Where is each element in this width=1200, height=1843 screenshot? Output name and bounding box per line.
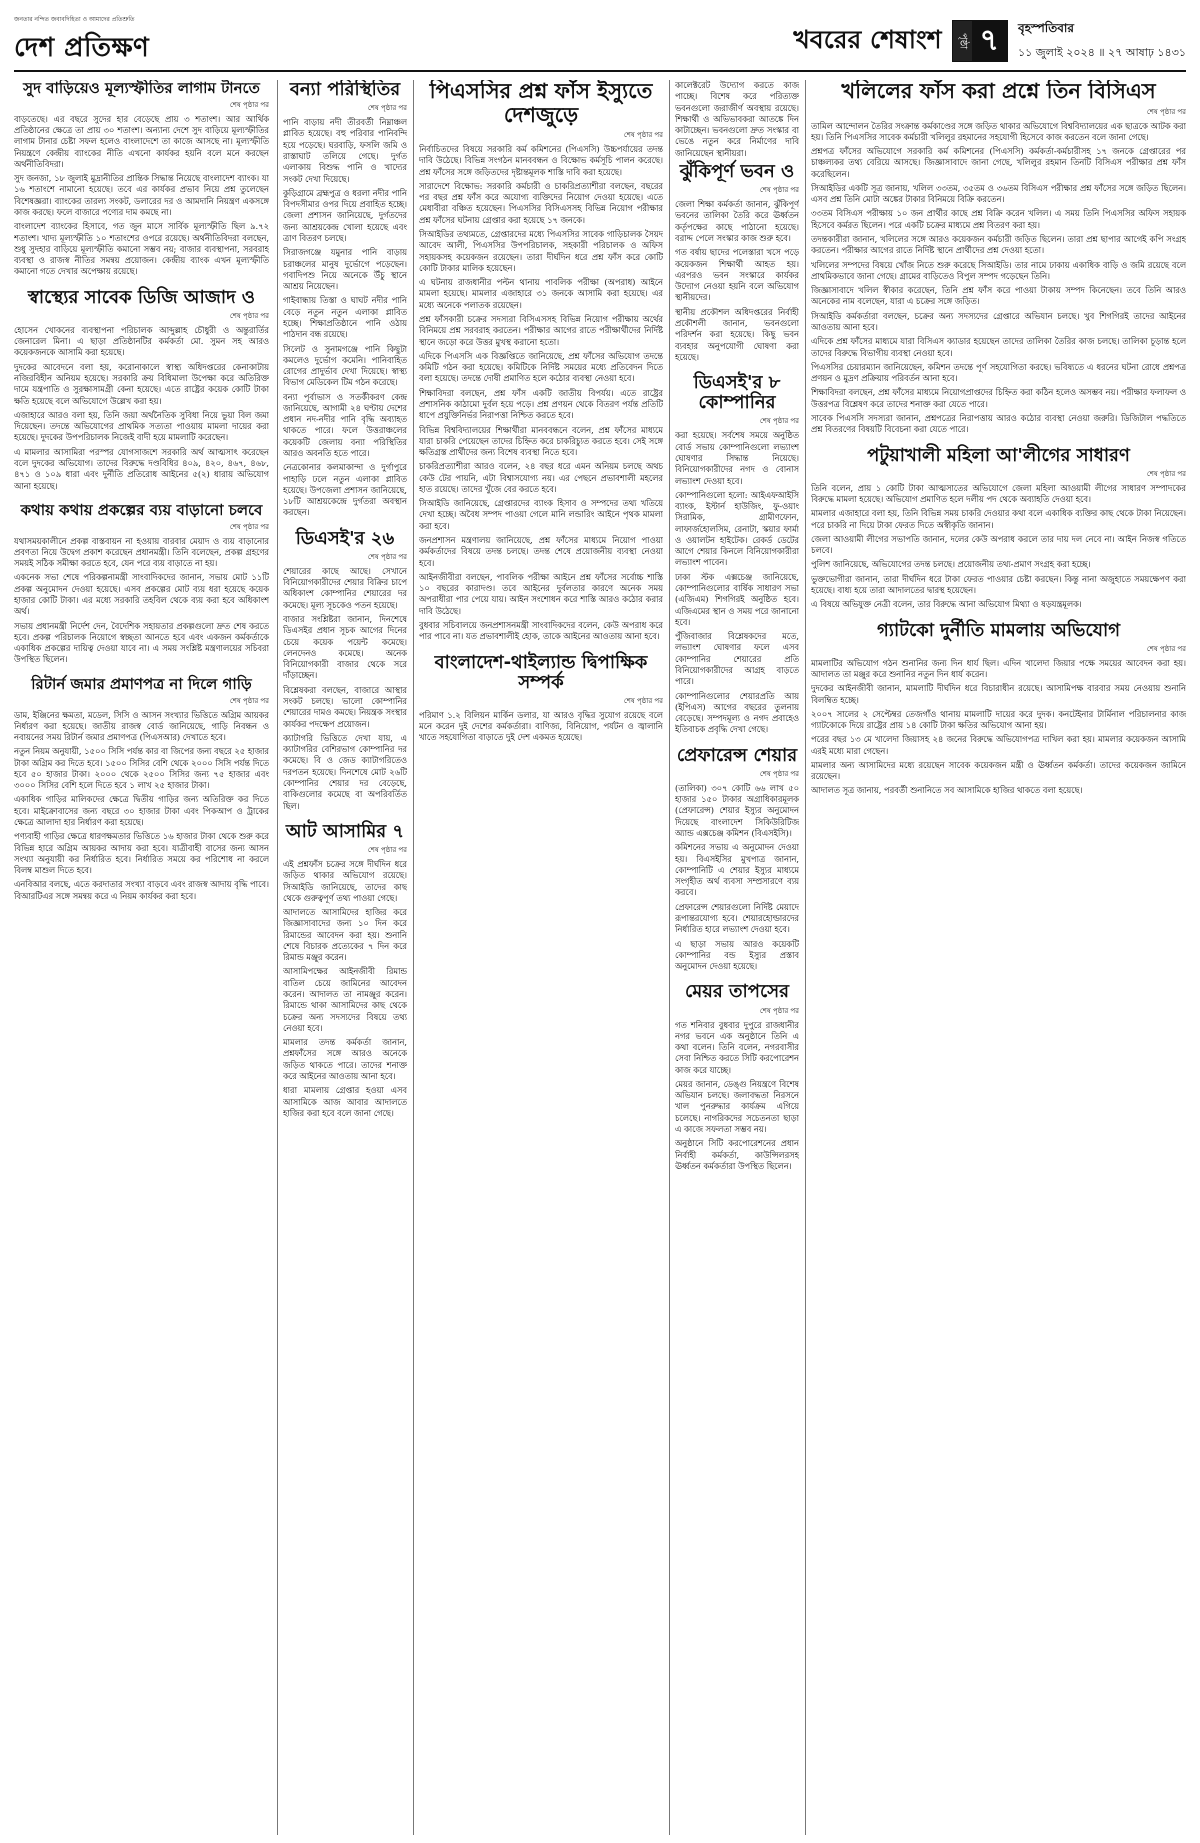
paragraph: বাড়তেছে। এর বছরে সুদের হার বেড়েছে প্রায় ৩ শতাংশ। আর আর্থিক প্রতিষ্ঠানের ক্ষেত্রে তা প্রায় ৩০ শতাংশ। অন্যান্য দেশে সুদ বাড়িয়ে মূল্যস্ফীতির লাগাম টানার চেষ্টা সফল হলেও বাংলাদেশে তা কাজে আসছে না। মূল্যস্ফীতি নিয়ন্ত্রণে কেন্দ্রীয় ব্যাংকের নীতি এখনো কার্যকর হয়নি বলে মনে করছেন অর্থনীতিবিদরা।: [14, 113, 269, 169]
article-swasthya: [14, 288, 269, 492]
newspaper-logo: দেশ প্রতিক্ষণ: [14, 33, 150, 63]
paragraph: একনেক সভা শেষে পরিকল্পনামন্ত্রী সাংবাদিকদের জানান, সভায় মোট ১১টি প্রকল্প অনুমোদন দেওয়া হয়েছে। এসব প্রকল্পের মোট ব্যয় ধরা হয়েছে কয়েক হাজার কোটি টাকা। এর মধ্যে সরকারি তহবিল থেকে ব্যয় করা হবে অধিকাংশ অর্থ।: [14, 572, 269, 617]
headline: স্বাস্থ্যের সাবেক ডিজি আজাদ ও: [27, 286, 256, 308]
paragraph: পরের বছর ১৩ মে খালেদা জিয়াসহ ২৪ জনের বিরুদ্ধে অভিযোগপত্র দাখিল করা হয়। মামলার কয়েকজন আসামি এরই মধ্যে মারা গেছেন।: [811, 734, 1186, 756]
article-prokolpo: [14, 502, 269, 666]
paragraph: চাকরিপ্রত্যাশীরা আরও বলেন, ২৪ বছর ধরে এমন অনিয়ম চলছে অথচ কেউ টের পায়নি, এটা বিশ্বাসযোগ্য নয়। এর পেছনে প্রভাবশালী মহলের হাত রয়েছে। তাদের খুঁজে বের করতে হবে।: [419, 461, 663, 494]
headline: কথায় কথায় প্রকল্পের ব্যয় বাড়ানো চলবে: [20, 500, 263, 519]
issue-date-block: [1018, 20, 1186, 63]
paragraph: সভায় প্রধানমন্ত্রী নির্দেশ দেন, বৈদেশিক সহায়তার প্রকল্পগুলো দ্রুত শেষ করতে হবে। প্রকল্প পরিচালক নিয়োগে স্বচ্ছতা আনতে হবে এবং একজন কর্মকর্তাকে একাধিক প্রকল্পের দায়িত্ব দেওয়া যাবে না। এ সময় সংশ্লিষ্ট মন্ত্রণালয়ের সচিবরা উপস্থিত ছিলেন।: [14, 620, 269, 665]
headline: পটুয়াখালী মহিলা আ'লীগের সাধারণ: [867, 444, 1130, 466]
paragraph: মামলার এজাহারে বলা হয়, তিনি বিভিন্ন সময় চাকরি দেওয়ার কথা বলে একাধিক ব্যক্তির কাছ থেকে টাকা নিয়েছেন। পরে চাকরি না দিয়ে টাকা ফেরত দিতে অস্বীকৃতি জানান।: [811, 508, 1186, 530]
paragraph: সাবেক পিএসসি সদস্যরা জানান, প্রশ্নপত্রের নিরাপত্তায় আরও কঠোর ব্যবস্থা নেওয়া জরুরি। ডিজিটাল পদ্ধতিতে প্রশ্ন বিতরণের বিষয়টি বিবেচনা করা যেতে পারে।: [811, 412, 1186, 435]
headline: প্রেফারেন্স শেয়ার: [676, 744, 798, 766]
headline: রিটার্ন জমার প্রমাণপত্র না দিলে গাড়ি: [31, 674, 252, 693]
masthead: [14, 14, 1186, 66]
paragraph: ২০০৭ সালের ২ সেপ্টেম্বর তেজগাঁও থানায় মামলাটি দায়ের করে দুদক। কনটেইনার টার্মিনাল পরিচালনার কাজ গ্যাটকোকে দিয়ে রাষ্ট্রের প্রায় ১৪ কোটি টাকা ক্ষতির অভিযোগ আনা হয়।: [811, 708, 1186, 731]
paragraph: দুদকের আইনজীবী জানান, মামলাটি দীর্ঘদিন ধরে বিচারাধীন রয়েছে। আসামিপক্ষ বারবার সময় নেওয়ায় শুনানি বিলম্বিত হচ্ছে।: [811, 683, 1186, 705]
paragraph: গত শনিবার বুধবার দুপুরে রাজধানীর নগর ভবনে এক অনুষ্ঠানে তিনি এ কথা বলেন। তিনি বলেন, নগরবাসীর সেবা নিশ্চিত করতে সিটি করপোরেশন কাজ করে যাচ্ছে।: [675, 1019, 799, 1075]
paragraph: পণ্যবাহী গাড়ির ক্ষেত্রে ধারণক্ষমতার ভিত্তিতে ১৬ হাজার টাকা থেকে শুরু করে বিভিন্ন হারে অগ্রিম আয়কর আদায় করা হবে। যাত্রীবাহী বাসের জন্য আসন সংখ্যা অনুযায়ী কর নির্ধারিত হবে। নির্ধারিত সময়ে কর পরিশোধ না করলে বিলম্ব মাশুল দিতে হবে।: [14, 831, 269, 876]
paragraph: এ ছাড়া সভায় আরও কয়েকটি কোম্পানির বন্ড ইস্যুর প্রস্তাব অনুমোদন দেওয়া হয়েছে।: [675, 938, 799, 972]
article-bcs3: [811, 80, 1186, 436]
paragraph: পরিমাণ ১.২ বিলিয়ন মার্কিন ডলার, যা আরও বৃদ্ধির সুযোগ রয়েছে বলে মনে করেন দুই দেশের কর্মকর্তারা। বাণিজ্য, বিনিয়োগ, পর্যটন ও জ্বালানি খাতে সহযোগিতা বাড়াতে দুই দেশ একমত হয়েছে।: [419, 709, 663, 743]
paragraph: মামলার তদন্ত কর্মকর্তা জানান, প্রশ্নফাঁসের সঙ্গে আরও অনেকে জড়িত থাকতে পারে। তাদের শনাক্ত করে আইনের আওতায় আনা হবে।: [283, 1037, 407, 1081]
article-preference: [675, 746, 799, 973]
paragraph: বিভিন্ন বিশ্ববিদ্যালয়ের শিক্ষার্থীরা মানববন্ধনে বলেন, প্রশ্ন ফাঁসের মাধ্যমে যারা চাকরি পেয়েছেন তাদের চিহ্নিত করে চাকরিচ্যুত করতে হবে। সেই সঙ্গে ক্ষতিগ্রস্ত প্রার্থীদের জন্য বিশেষ ব্যবস্থা নিতে হবে।: [419, 424, 663, 458]
paragraph: নেত্রকোনার কলমাকান্দা ও দুর্গাপুরে পাহাড়ি ঢলে নতুন এলাকা প্লাবিত হয়েছে। উপজেলা প্রশাসন জানিয়েছে, ১৮টি আশ্রয়কেন্দ্রে দুর্গতরা অবস্থান করছেন।: [283, 462, 407, 518]
article-bonna: [283, 80, 407, 519]
continuation-ref: শেষ পৃষ্ঠার পর: [229, 311, 269, 320]
paragraph: জিজ্ঞাসাবাদে খলিল স্বীকার করেছেন, তিনি প্রশ্ন ফাঁস করে পাওয়া টাকায় সম্পদ কিনেছেন। তবে তিনি আরও অনেকের নাম বলেছেন, যারা এ চক্রের সঙ্গে জড়িত।: [811, 285, 1186, 307]
paragraph: আসামিপক্ষের আইনজীবী রিমান্ড বাতিল চেয়ে জামিনের আবেদন করেন। আদালত তা নামঞ্জুর করেন। রিমান্ডে থাকা আসামিদের কাছ থেকে চক্রের অন্য সদস্যদের বিষয়ে তথ্য নেওয়া হবে।: [283, 966, 407, 1033]
continuation-ref: শেষ পৃষ্ঠার পর: [759, 769, 799, 778]
paragraph: গত বর্ষায় ছাদের পলেস্তারা খসে পড়ে কয়েকজন শিক্ষার্থী আহত হয়। এরপরও ভবন সংস্কারে কার্যকর উদ্যোগ নেওয়া হয়নি বলে অভিযোগ স্থানীয়দের।: [675, 247, 799, 303]
continuation-ref: শেষ পৃষ্ঠার পর: [367, 845, 407, 854]
paragraph: স্থানীয় প্রকৌশল অধিদপ্তরের নির্বাহী প্রকৌশলী জানান, ভবনগুলো পরিদর্শন করা হয়েছে। কিছু ভবন ব্যবহার অনুপযোগী ঘোষণা করা হয়েছে।: [675, 306, 799, 362]
continuation-ref: শেষ পৃষ্ঠার পর: [759, 417, 799, 426]
column-divider: [277, 80, 278, 1835]
article-dse8: [675, 373, 799, 736]
paragraph: খলিলের সম্পদের বিষয়ে খোঁজ নিতে শুরু করেছে সিআইডি। তার নামে ঢাকায় একাধিক বাড়ি ও জমি রয়েছে বলে প্রাথমিকভাবে জানা গেছে। গ্রামের বাড়িতেও বিপুল সম্পদ গড়েছেন তিনি।: [811, 259, 1186, 281]
paragraph: যথাসময়কালীনে প্রকল্প বাস্তবায়ন না হওয়ায় বারবার মেয়াদ ও ব্যয় বাড়ানোর প্রবণতা নিয়ে উদ্বেগ প্রকাশ করেছেন প্রধানমন্ত্রী। তিনি বলেছেন, প্রকল্প গ্রহণের সময়ই সঠিক সমীক্ষা করতে হবে, যেন পরে ব্যয় বাড়াতে না হয়।: [14, 535, 269, 569]
paragraph: কোম্পানিগুলো হলো: আইএফআইসি ব্যাংক, ইস্টার্ন হাউজিং, ফু-ওয়াং সিরামিক, গ্রামীণফোন, লাফার্জহোলসিম, রেনাটা, স্কয়ার ফার্মা ও ওয়ালটন হাইটেক। রেকর্ড ডেটের আগে শেয়ার কিনলে বিনিয়োগকারীরা লভ্যাংশ পাবেন।: [675, 489, 799, 568]
paragraph: এজাহারে আরও বলা হয়, তিনি জয়া অর্থনৈতিক সুবিধা নিয়ে ভুয়া বিল জমা দিয়েছেন। তদন্তে অভিযোগের প্রাথমিক সত্যতা পাওয়ায় মামলা দায়ের করা হয়েছে। দুদকের উপপরিচালক নিজেই বাদী হয়ে মামলাটি করেছেন।: [14, 409, 269, 443]
paragraph: ভুক্তভোগীরা জানান, তারা দীর্ঘদিন ধরে টাকা ফেরত পাওয়ার চেষ্টা করছেন। কিন্তু নানা অজুহাতে সময়ক্ষেপণ করা হয়েছে। বাধ্য হয়ে তারা আদালতের দ্বারস্থ হয়েছেন।: [811, 573, 1186, 595]
paragraph: মামলাটির অভিযোগ গঠন শুনানির জন্য দিন ধার্য ছিল। এদিন খালেদা জিয়ার পক্ষে সময়ের আবেদন করা হয়। আদালত তা মঞ্জুর করে শুনানির নতুন দিন ধার্য করেন।: [811, 657, 1186, 679]
headline: বাংলাদেশ-থাইল্যান্ড দ্বিপাক্ষিক সম্পর্ক: [434, 651, 648, 693]
paragraph: আইনজীবীরা বলছেন, পাবলিক পরীক্ষা আইনে প্রশ্ন ফাঁসের সর্বোচ্চ শাস্তি ১০ বছরের কারাদণ্ড। তবে আইনের দুর্বলতার কারণে অনেক সময় অপরাধীরা পার পেয়ে যায়। আইন সংশোধন করে শাস্তি আরও কঠোর করার দাবি উঠেছে।: [419, 571, 663, 616]
paragraph: আদালত সূত্র জানায়, পরবর্তী শুনানিতে সব আসামিকে হাজির থাকতে বলা হয়েছে।: [811, 785, 1083, 796]
column-divider: [669, 80, 670, 1835]
continuation-ref: শেষ পৃষ্ঠার পর: [623, 696, 663, 705]
paragraph: জেলা শিক্ষা কর্মকর্তা জানান, ঝুঁকিপূর্ণ ভবনের তালিকা তৈরি করে ঊর্ধ্বতন কর্তৃপক্ষের কাছে পাঠানো হয়েছে। বরাদ্দ পেলে সংস্কার কাজ শুরু হবে।: [675, 199, 799, 243]
paragraph: এদিকে প্রশ্ন ফাঁসের মাধ্যমে যারা বিসিএস ক্যাডার হয়েছেন তাদের তালিকা তৈরির কাজ চলছে। তালিকা চূড়ান্ত হলে তাদের বিরুদ্ধে বিভাগীয় ব্যবস্থা নেওয়া হবে।: [811, 336, 1186, 358]
continuation-ref: শেষ পৃষ্ঠার পর: [623, 131, 663, 140]
paragraph: বুধবার সচিবালয়ে জনপ্রশাসনমন্ত্রী সাংবাদিকদের বলেন, কেউ অপরাধ করে পার পাবে না। যত প্রভাবশালীই হোক, তাকে আইনের আওতায় আনা হবে।: [419, 620, 663, 642]
paragraph: কমিশনের সভায় এ অনুমোদন দেওয়া হয়। বিএসইসির মুখপাত্র জানান, কোম্পানিটি এ শেয়ার ইস্যুর মাধ্যমে সংগৃহীত অর্থ ব্যবসা সম্প্রসারণে ব্যয় করবে।: [675, 842, 799, 898]
paragraph: সিলেট ও সুনামগঞ্জে পানি কিছুটা কমলেও দুর্ভোগ কমেনি। পানিবাহিত রোগের প্রাদুর্ভাব দেখা দিয়েছে। স্বাস্থ্য বিভাগ মেডিকেল টিম গঠন করেছে।: [283, 343, 407, 388]
column-2: [283, 80, 407, 1835]
continuation-ref: শেষ পৃষ্ঠার পর: [759, 1006, 799, 1015]
continuation-ref: শেষ পৃষ্ঠার পর: [759, 186, 799, 195]
paragraph: ক্যাটাগরি ভিত্তিতে দেখা যায়, এ ক্যাটাগরির বেশিরভাগ কোম্পানির দর কমেছে। বি ও জেড ক্যাটাগরিতেও দরপতন হয়েছে। দিনশেষে মোট ২৬টি কোম্পানির শেয়ার দর বেড়েছে, বাকিগুলোর কমেছে বা অপরিবর্তিত ছিল।: [283, 732, 407, 811]
paragraph: তিনি বলেন, প্রায় ১ কোটি টাকা আত্মসাতের অভিযোগে জেলা মহিলা আওয়ামী লীগের সাধারণ সম্পাদকের বিরুদ্ধে মামলা হয়েছে। অভিযোগ প্রমাণিত হলে দলীয় পদ থেকে অব্যাহতি দেওয়া হবে।: [811, 482, 1186, 504]
paragraph: নতুন নিয়ম অনুযায়ী, ১৫০০ সিসি পর্যন্ত কার বা জিপের জন্য বছরে ২৫ হাজার টাকা অগ্রিম কর দিতে হবে। ১৫০০ সিসির বেশি থেকে ২০০০ সিসি পর্যন্ত দিতে হবে ৫০ হাজার টাকা। ২০০০ থেকে ২৫০০ সিসির জন্য ৭৫ হাজার এবং ৩০০০ সিসির বেশি হলে দিতে হবে ১ লাখ ২৫ হাজার টাকা।: [14, 746, 269, 791]
paragraph: মেয়র জানান, ডেঙ্গু নিয়ন্ত্রণে বিশেষ অভিযান চলছে। জলাবদ্ধতা নিরসনে খাল পুনরুদ্ধার কার্যক্রম এগিয়ে চলেছে। নাগরিকদের সচেতনতা ছাড়া এ কাজে সফলতা সম্ভব নয়।: [675, 1078, 799, 1135]
paragraph: নির্বাচিতদের বিষয়ে সরকারি কর্ম কমিশনের (পিএসসি) উচ্চপর্যায়ের তদন্ত দাবি উঠেছে। বিভিন্ন সংগঠন মানববন্ধন ও বিক্ষোভ কর্মসূচি পালন করেছে। প্রশ্ন ফাঁসের সঙ্গে জড়িতদের দৃষ্টান্তমূলক শাস্তি দাবি করা হয়েছে।: [419, 144, 663, 177]
headline: পিএসসির প্রশ্ন ফাঁস ইস্যুতে দেশজুড়ে: [429, 80, 653, 127]
article-kachpur: [675, 80, 799, 363]
article-meyor: [675, 982, 799, 1172]
paragraph: তদন্তকারীরা জানান, খলিলের সঙ্গে আরও কয়েকজন কর্মচারী জড়িত ছিলেন। তারা প্রশ্ন ছাপার আগেই কপি সংগ্রহ করতেন। পরীক্ষার আগের রাতে নির্দিষ্ট স্থানে প্রার্থীদের প্রশ্ন দেওয়া হতো।: [811, 234, 1186, 256]
continuation-ref: শেষ পৃষ্ঠার পর: [1146, 107, 1186, 116]
article-potuakhali: [811, 446, 1186, 611]
paragraph: বাজার সংশ্লিষ্টরা জানান, দিনশেষে ডিএসইর প্রধান সূচক আগের দিনের চেয়ে কয়েক পয়েন্ট কমেছে। লেনদেনও কমেছে। অনেক বিনিয়োগকারী বাজার থেকে সরে দাঁড়াচ্ছেন।: [283, 614, 407, 681]
headline: গ্যাটকো দুর্নীতি মামলায় অভিযোগ: [876, 619, 1121, 641]
column-divider: [413, 80, 414, 1835]
page-number: ৭: [972, 21, 1008, 61]
paragraph: জেলা আওয়ামী লীগের সভাপতি জানান, দলের কেউ অপরাধ করলে তার দায় দল নেবে না। আইন নিজস্ব গতিতে চলবে।: [811, 533, 1186, 556]
paragraph: শিক্ষাবিদরা বলছেন, প্রশ্ন ফাঁস একটি জাতীয় বিপর্যয়। এতে রাষ্ট্রের প্রশাসনিক কাঠামো দুর্বল হয়ে পড়ে। প্রশ্ন প্রণয়ন থেকে বিতরণ পর্যন্ত প্রতিটি ধাপে প্রযুক্তিনির্ভর নিরাপত্তা নিশ্চিত করতে হবে।: [419, 387, 663, 421]
paragraph: এনবিআর বলছে, এতে করদাতার সংখ্যা বাড়বে এবং রাজস্ব আদায় বৃদ্ধি পাবে। বিআরটিএর সঙ্গে সমন্বয় করে এ নিয়ম কার্যকর করা হবে।: [14, 879, 269, 901]
paragraph: কালেক্টরেট উদ্যোগ করতে কাজ পাচ্ছে। বিশেষ করে পরিত্যক্ত ভবনগুলো জরাজীর্ণ অবস্থায় রয়েছে। শিক্ষার্থী ও অভিভাবকরা আতঙ্কে দিন কাটাচ্ছেন। ভবনগুলো দ্রুত সংস্কার বা ভেঙে নতুন করে নির্মাণের দাবি জানিয়েছেন স্থানীয়রা।: [675, 80, 799, 158]
paragraph: জনপ্রশাসন মন্ত্রণালয় জানিয়েছে, প্রশ্ন ফাঁসের মাধ্যমে নিয়োগ পাওয়া কর্মকর্তাদের বিষয়ে তদন্ত চলছে। তদন্ত শেষে প্রয়োজনীয় ব্যবস্থা নেওয়া হবে।: [419, 535, 663, 568]
continuation-ref: শেষ পৃষ্ঠার পর: [1146, 469, 1186, 478]
paragraph: সিআইডির তথ্যমতে, গ্রেপ্তারদের মধ্যে পিএসসির সাবেক গাড়িচালক সৈয়দ আবেদ আলী, পিএসসির উপপরিচালক, সহকারী পরিচালক ও অফিস সহায়কসহ কয়েকজন রয়েছেন। তারা দীর্ঘদিন ধরে প্রশ্ন ফাঁস করে কোটি কোটি টাকার মালিক হয়েছেন।: [419, 229, 663, 273]
paragraph: কোম্পানিগুলোর শেয়ারপ্রতি আয় (ইপিএস) আগের বছরের তুলনায় বেড়েছে। সম্পদমূল্য ও নগদ প্রবাহেও ইতিবাচক প্রবৃদ্ধি দেখা গেছে।: [675, 690, 799, 735]
continuation-ref: শেষ পৃষ্ঠার পর: [367, 552, 407, 561]
paragraph: এদিকে পিএসসি এক বিজ্ঞপ্তিতে জানিয়েছে, প্রশ্ন ফাঁসের অভিযোগ তদন্তে কমিটি গঠন করা হয়েছে। কমিটিকে নির্দিষ্ট সময়ের মধ্যে প্রতিবেদন দিতে বলা হয়েছে। তদন্তে দোষী প্রমাণিত হলে কঠোর ব্যবস্থা নেওয়া হবে।: [419, 350, 663, 384]
paragraph: ধারা মামলায় গ্রেপ্তার হওয়া এসব আসামিকে আজ আবার আদালতে হাজির করা হবে বলে জানা গেছে।: [283, 1085, 407, 1118]
paragraph: সিআইডি কর্মকর্তারা বলছেন, চক্রের অন্য সদস্যদের গ্রেপ্তারে অভিযান চলছে। খুব শিগগিরই তাদের আইনের আওতায় আনা হবে।: [811, 310, 1186, 333]
headline: আট আসামির ৭: [285, 820, 405, 842]
paragraph: পানি বাড়ায় নদী তীরবর্তী নিম্নাঞ্চল প্লাবিত হয়েছে। বহু পরিবার পানিবন্দি হয়ে পড়েছে। ঘরবাড়ি, ফসলি জমি ও রাস্তাঘাট তলিয়ে গেছে। দুর্গত এলাকায় বিশুদ্ধ পানি ও খাদ্যের সংকট দেখা দিয়েছে।: [283, 117, 407, 184]
article-ritarn: [14, 676, 269, 902]
paragraph: বন্যা পূর্বাভাস ও সতর্কীকরণ কেন্দ্র জানিয়েছে, আগামী ২৪ ঘণ্টায় দেশের প্রধান নদ-নদীর পানি বৃদ্ধি অব্যাহত থাকতে পারে। ফলে উত্তরাঞ্চলের কয়েকটি জেলায় বন্যা পরিস্থিতির আরও অবনতি হতে পারে।: [283, 391, 407, 459]
issue-date: ১১ জুলাই ২০২৪ ॥ ২৭ আষাঢ় ১৪৩১: [1018, 45, 1186, 59]
headline: মেয়র তাপসের: [684, 981, 790, 1003]
headline: সুদ বাড়িয়েও মূল্যস্ফীতির লাগাম টানতে: [23, 80, 260, 97]
continuation-ref: শেষ পৃষ্ঠার পর: [1146, 644, 1186, 653]
paragraph: করা হয়েছে। সর্বশেষ সময়ে অনুষ্ঠিত বোর্ড সভায় কোম্পানিগুলো লভ্যাংশ ঘোষণার সিদ্ধান্ত নিয়েছে। বিনিয়োগকারীদের নগদ ও বোনাস লভ্যাংশ দেওয়া হবে।: [675, 430, 799, 486]
paragraph: ডাম, ইঞ্জিনের ক্ষমতা, মডেল, সিসি ও আসন সংখ্যার ভিত্তিতে অগ্রিম আয়কর নির্ধারণ করা হয়েছে। জাতীয় রাজস্ব বোর্ড জানিয়েছে, গাড়ি নিবন্ধন ও নবায়নের সময় রিটার্ন জমার প্রমাণপত্র (পিএসআর) দেখাতে হবে।: [14, 709, 269, 743]
paragraph: এ বিষয়ে অভিযুক্ত নেত্রী বলেন, তার বিরুদ্ধে আনা অভিযোগ মিথ্যা ও ষড়যন্ত্রমূলক।: [811, 599, 1082, 610]
paragraph: সিআইডির একটি সূত্র জানায়, খলিল ৩৩তম, ৩৫তম ও ৩৬তম বিসিএস পরীক্ষার প্রশ্ন ফাঁসের সঙ্গে জড়িত ছিলেন। এসব প্রশ্ন তিনি মোটা অঙ্কের টাকার বিনিময়ে বিক্রি করতেন।: [811, 182, 1186, 205]
paragraph: গাইবান্ধায় তিস্তা ও ঘাঘট নদীর পানি বেড়ে নতুন নতুন এলাকা প্লাবিত হচ্ছে। শিক্ষাপ্রতিষ্ঠানে পানি ওঠায় পাঠদান বন্ধ রয়েছে।: [283, 295, 407, 340]
continuation-ref: শেষ পৃষ্ঠার পর: [229, 696, 269, 705]
masthead-left: [14, 14, 149, 71]
issue-day: বৃহস্পতিবার: [1018, 20, 1074, 35]
paragraph: হোসেন খোকনের ব্যবস্থাপনা পরিচালক আব্দুল্লাহ চৌধুরী ও অন্তুরার্তির জেনারেল মিনা। এ ছাড়া প্রতিষ্ঠানটির কর্মকর্তা মো. সুমন সহ আরও কয়েকজনকে আসামি করা হয়েছে।: [14, 324, 269, 358]
masthead-right: [793, 18, 1186, 64]
page-number-box: [952, 20, 1009, 62]
headline: ডিএসই'র ২৬: [295, 527, 395, 549]
paragraph: শেয়ারের কাছে আছে। সেখানে বিনিয়োগকারীদের শেয়ার বিক্রির চাপে অধিকাংশ কোম্পানির শেয়ারের দর কমেছে। মূল্য সূচকেও পতন হয়েছে।: [283, 565, 407, 610]
paragraph: বাংলাদেশ ব্যাংকের হিসাবে, গত জুন মাসে সার্বিক মূল্যস্ফীতি ছিল ৯.৭২ শতাংশ। খাদ্য মূল্যস্ফীতি ১০ শতাংশের ওপরে রয়েছে। অর্থনীতিবিদরা বলছেন, শুধু সুদহার বাড়িয়ে মূল্যস্ফীতি কমানো সম্ভব নয়; বাজার ব্যবস্থাপনা, সরবরাহ ব্যবস্থা ও রাজস্ব নীতির সমন্বয় প্রয়োজন। কেন্দ্রীয় ব্যাংক এখন মূল্যস্ফীতি কমানো গতে দেখার অপেক্ষায় রয়েছে।: [14, 221, 269, 277]
paragraph: সুদ জনজা, ১৮ জুলাই মুদ্রানীতির প্রান্তিক সিদ্ধান্ত নিয়েছে বাংলাদেশ ব্যাংক। যা ১৬ শতাংশে নামানো হয়েছে। তবে এর কার্যকর প্রভাব নিয়ে প্রশ্ন তুলেছেন বিশেষজ্ঞরা। ব্যাংকের তারল্য সংকট, ডলারের দর ও আমদানি নিয়ন্ত্রণ একসঙ্গে কাজ করছে। ফলে বাজারে পণ্যের দাম কমছে না।: [14, 173, 269, 218]
paragraph: আদালতে আসামিদের হাজির করে জিজ্ঞাসাবাদের জন্য ১০ দিন করে রিমান্ডের আবেদন করা হয়। শুনানি শেষে বিচারক প্রত্যেকের ৭ দিন করে রিমান্ড মঞ্জুর করেন।: [283, 907, 407, 963]
paragraph: সিরাজগঞ্জে যমুনার পানি বাড়ায় চরাঞ্চলের মানুষ দুর্ভোগে পড়েছেন। গবাদিপশু নিয়ে অনেকে উঁচু স্থানে আশ্রয় নিয়েছেন।: [283, 247, 407, 292]
paragraph: একাধিক গাড়ির মালিকদের ক্ষেত্রে দ্বিতীয় গাড়ির জন্য অতিরিক্ত কর দিতে হবে। মাইক্রোবাসের জন্য বছরে ৩০ হাজার টাকা এবং পিকআপ ও ট্রাকের ক্ষেত্রে আলাদা হার নির্ধারণ করা হয়েছে।: [14, 794, 269, 828]
headline: ডিএসই'র ৮ কোম্পানির: [693, 372, 781, 414]
paragraph: এ মামলার আসামিরা পরস্পর যোগসাজশে সরকারি অর্থ আত্মসাৎ করেছেন বলে দুদকের অভিযোগ। তাদের বিরুদ্ধে দণ্ডবিধির ৪০৯, ৪২০, ৪৬৭, ৪৬৮, ৪৭১ ও ১০৯ ধারা এবং দুর্নীতি প্রতিরোধ আইনের ৫(২) ধারায় অভিযোগ আনা হয়েছে।: [14, 446, 269, 491]
paragraph: এই প্রশ্নফাঁস চক্রের সঙ্গে দীর্ঘদিন ধরে জড়িত থাকার অভিযোগ রয়েছে। সিআইডি জানিয়েছে, তাদের কাছ থেকে গুরুত্বপূর্ণ তথ্য পাওয়া গেছে।: [283, 858, 407, 903]
paragraph: প্রশ্ন ফাঁসকারী চক্রের সদস্যরা বিসিএসসহ বিভিন্ন নিয়োগ পরীক্ষায় অর্থের বিনিময়ে প্রশ্ন সরবরাহ করতেন। পরীক্ষার আগের রাতে পরীক্ষার্থীদের নির্দিষ্ট স্থানে জড়ো করে উত্তর মুখস্থ করানো হতো।: [419, 313, 663, 347]
paragraph: পুঁজিবাজার বিশ্লেষকদের মতে, লভ্যাংশ ঘোষণার ফলে এসব কোম্পানির শেয়ারের প্রতি বিনিয়োগকারীদের আগ্রহ বাড়তে পারে।: [675, 631, 799, 687]
continuation-ref: শেষ পৃষ্ঠার পর: [367, 104, 407, 113]
paragraph: তামিল আন্দোলন তৈরির সংক্রান্ত কর্মকাণ্ডের সঙ্গে জড়িত থাকার অভিযোগে বিশ্ববিদ্যালয়ের এক ছাত্রকে আটক করা হয়। তিনি পিএসসির সাবেক কর্মচারী খলিলুর রহমানের সহযোগী হিসেবে কাজ করতেন বলে জানা গেছে।: [811, 120, 1186, 142]
headline: বন্যা পরিস্থিতির: [289, 80, 401, 100]
paragraph: বিশ্লেষকরা বলছেন, বাজারে আস্থার সংকট চলছে। ভালো কোম্পানির শেয়ারের দামও কমছে। নিয়ন্ত্রক সংস্থার কার্যকর পদক্ষেপ প্রয়োজন।: [283, 684, 407, 729]
column-4: [675, 80, 799, 1835]
section-title: খবরের শেষাংশ: [793, 24, 942, 54]
paragraph: এ ঘটনায় রাজধানীর পল্টন থানায় পাবলিক পরীক্ষা (অপরাধ) আইনে মামলা হয়েছে। মামলার এজাহারে ৩১ জনকে আসামি করা হয়েছে। এর মধ্যে অনেকে পলাতক রয়েছেন।: [419, 277, 663, 310]
paragraph: (তালিকা) ৩০৭ কোটি ৬৬ লাখ ৫০ হাজার ১৫০ টাকার অগ্রাধিকারমূলক (প্রেফারেন্স) শেয়ার ইস্যুর অনুমোদন দিয়েছে বাংলাদেশ সিকিউরিটিজ অ্যান্ড এক্সচেঞ্জ কমিশন (বিএসইসি)।: [675, 782, 799, 838]
paragraph: প্রশ্নপত্র ফাঁসের অভিযোগে সরকারি কর্ম কমিশনের (পিএসসি) কর্মকর্তা-কর্মচারীসহ ১৭ জনকে গ্রেপ্তারের পর চাঞ্চল্যকর তথ্য বেরিয়ে আসছে। জিজ্ঞাসাবাদে জানা গেছে, খলিলুর রহমান তিনটি বিসিএস পরীক্ষার প্রশ্ন ফাঁস করেছিলেন।: [811, 146, 1186, 179]
paragraph: শিক্ষাবিদরা বলছেন, প্রশ্ন ফাঁসের মাধ্যমে নিয়োগপ্রাপ্তদের চিহ্নিত করা কঠিন হলেও অসম্ভব নয়। পরীক্ষার ফলাফল ও উত্তরপত্র বিশ্লেষণ করে তাদের শনাক্ত করা যেতে পারে।: [811, 387, 1186, 409]
masthead-tagline: জনতার নন্দিত জবাবদিহিতা ও আমাদের প্রতিশ্রুতি: [14, 16, 135, 23]
paragraph: দুদকের আবেদনে বলা হয়, করোনাকালে স্বাস্থ্য অধিদপ্তরের কেনাকাটায় নজিরবিহীন অনিয়ম হয়েছে। সরকারি ক্রয় বিধিমালা উপেক্ষা করে অতিরিক্ত দামে যন্ত্রপাতি ও সুরক্ষাসামগ্রী কেনা হয়েছে। এতে রাষ্ট্রের কয়েক কোটি টাকা ক্ষতি হয়েছে বলে অভিযোগে উল্লেখ করা হয়।: [14, 361, 269, 406]
paragraph: ৩৩তম বিসিএস পরীক্ষায় ১০ জন প্রার্থীর কাছে প্রশ্ন বিক্রি করেন খলিল। এ সময় তিনি পিএসসির অফিস সহায়ক হিসেবে কর্মরত ছিলেন। পরে একটি চক্রের মাধ্যমে প্রশ্ন বিতরণ করা হয়।: [811, 208, 1186, 230]
paragraph: পিএসসির চেয়ারম্যান জানিয়েছেন, কমিশন তদন্তে পূর্ণ সহযোগিতা করছে। ভবিষ্যতে এ ধরনের ঘটনা রোধে প্রশ্নপত্র প্রণয়ন ও মুদ্রণ প্রক্রিয়ায় পরিবর্তন আনা হবে।: [811, 361, 1186, 384]
article-ashami7: [283, 822, 407, 1119]
continuation-ref: শেষ পৃষ্ঠার পর: [229, 100, 269, 109]
article-dse26: [283, 529, 407, 812]
paragraph: অনুষ্ঠানে সিটি করপোরেশনের প্রধান নির্বাহী কর্মকর্তা, কাউন্সিলরসহ ঊর্ধ্বতন কর্মকর্তারা উপস্থিত ছিলেন।: [675, 1138, 799, 1171]
paragraph: প্রেফারেন্স শেয়ারগুলো নির্দিষ্ট মেয়াদে রূপান্তরযোগ্য হবে। শেয়ারহোল্ডারদের নির্ধারিত হারে লভ্যাংশ দেওয়া হবে।: [675, 901, 799, 935]
paragraph: মামলার অন্য আসামিদের মধ্যে রয়েছেন সাবেক কয়েকজন মন্ত্রী ও ঊর্ধ্বতন কর্মকর্তা। তাদের কয়েকজন জামিনে রয়েছেন।: [811, 759, 1186, 782]
headline: ঝুঁকিপূর্ণ ভবন ও: [679, 160, 795, 182]
article-gatco: [811, 621, 1186, 797]
headline: খলিলের ফাঁস করা প্রশ্নে তিন বিসিএস: [841, 80, 1156, 103]
page-label: পৃষ্ঠা: [953, 21, 972, 61]
article-sud: [14, 80, 269, 278]
continuation-ref: শেষ পৃষ্ঠার পর: [229, 522, 269, 531]
paragraph: সারাদেশে বিক্ষোভ: সরকারি কর্মচারী ও চাকরিপ্রত্যাশীরা বলছেন, বছরের পর বছর প্রশ্ন ফাঁস করে অযোগ্য ব্যক্তিদের নিয়োগ দেওয়া হয়েছে। এতে মেধাবীরা বঞ্চিত হয়েছেন। পিএসসির বিসিএসসহ বিভিন্ন নিয়োগ পরীক্ষার প্রশ্ন ফাঁসের ঘটনায় গ্রেপ্তার করা হয়েছে ১৭ জনকে।: [419, 180, 663, 225]
paragraph: সিআইডি জানিয়েছে, গ্রেপ্তারদের ব্যাংক হিসাব ও সম্পদের তথ্য খতিয়ে দেখা হচ্ছে। অবৈধ সম্পদ পাওয়া গেলে মানি লন্ডারিং আইনে পৃথক মামলা করা হবে।: [419, 498, 663, 531]
paragraph: ঢাকা স্টক এক্সচেঞ্জ জানিয়েছে, কোম্পানিগুলোর বার্ষিক সাধারণ সভা (এজিএম) শিগগিরই অনুষ্ঠিত হবে। এজিএমের স্থান ও সময় পরে জানানো হবে।: [675, 571, 799, 627]
column-3: [419, 80, 663, 1835]
paragraph: কুড়িগ্রামে ব্রহ্মপুত্র ও ধরলা নদীর পানি বিপদসীমার ওপর দিয়ে প্রবাহিত হচ্ছে। জেলা প্রশাসন জানিয়েছে, দুর্গতদের জন্য আশ্রয়কেন্দ্র খোলা হয়েছে এবং ত্রাণ বিতরণ চলছে।: [283, 187, 407, 243]
article-psc: [419, 80, 663, 643]
masthead-rule: [14, 70, 1186, 72]
column-5: [811, 80, 1186, 1835]
column-1: [14, 80, 269, 1835]
column-divider: [805, 80, 806, 1835]
article-bangladesh-thailand: [419, 653, 663, 744]
paragraph: পুলিশ জানিয়েছে, অভিযোগের তদন্ত চলছে। প্রয়োজনীয় তথ্য-প্রমাণ সংগ্রহ করা হচ্ছে।: [811, 559, 1091, 570]
